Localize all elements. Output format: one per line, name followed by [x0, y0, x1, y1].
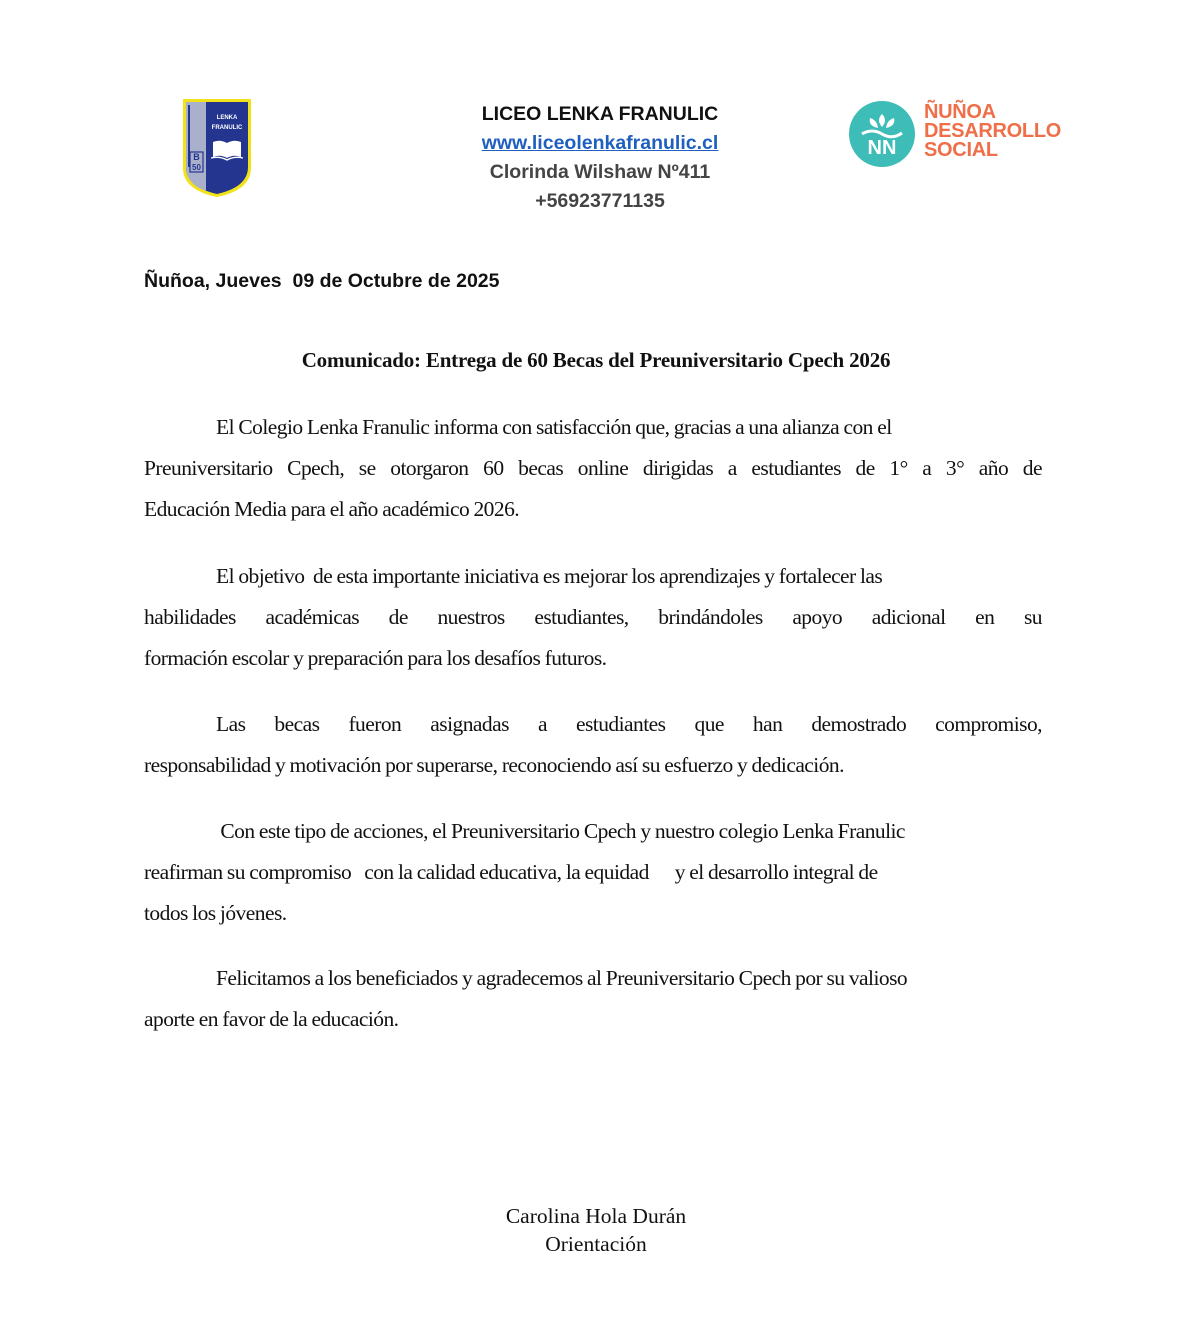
partner-logo-text [924, 103, 1061, 160]
partner-logo-line2: DESARROLLO [924, 120, 1062, 142]
school-website-link[interactable]: www.liceolenkafranulic.cl [481, 132, 719, 154]
crest-name-line1: LENKA [216, 115, 238, 121]
crest-badge-number: 50 [192, 163, 201, 172]
document-date: Ñuñoa, Jueves 09 de Octubre de 2025 [144, 270, 500, 292]
document-title: Comunicado: Entrega de 60 Becas del Preuniversitario Cpech 2026 [301, 348, 891, 372]
partner-logo-line3: SOCIAL [924, 139, 998, 161]
paragraph-line: Con este tipo de acciones, el Preuniversitario Cpech y nuestro colegio Lenka Franulic [216, 819, 905, 843]
signatory-role: Orientación [545, 1232, 647, 1256]
crest-badge-letter: B [193, 152, 200, 162]
letterhead-info [440, 100, 760, 216]
paragraph-line: Las becas fueron asignadas a estudiantes que han demostrado compromiso, [216, 712, 1042, 736]
paragraph-4 [144, 811, 1042, 934]
paragraph-line: aporte en favor de la educación. [144, 1007, 399, 1031]
paragraph-line: Educación Media para el año académico 2026. [144, 497, 520, 521]
paragraph-line: habilidades académicas de nuestros estudiantes, brindándoles apoyo adicional en su [144, 605, 1042, 629]
school-name: LICEO LENKA FRANULIC [481, 103, 719, 125]
paragraph-line: todos los jóvenes. [144, 901, 287, 925]
nunoa-desarrollo-social-logo-icon [848, 100, 916, 168]
paragraph-2 [144, 556, 1042, 679]
paragraph-line: Preuniversitario Cpech, se otorgaron 60 becas online dirigidas a estudiantes de 1° a 3° año de [144, 456, 1042, 480]
paragraph-5 [144, 958, 1042, 1040]
paragraph-line: Felicitamos a los beneficiados y agradecemos al Preuniversitario Cpech por su valioso [216, 966, 908, 990]
paragraph-line: responsabilidad y motivación por superarse, reconociendo así su esfuerzo y dedicación. [144, 753, 844, 777]
crest-name-line2: FRANULIC [211, 125, 243, 131]
school-phone: +56923771135 [535, 190, 665, 212]
paragraph-line: El Colegio Lenka Franulic informa con satisfacción que, gracias a una alianza con el [216, 415, 892, 439]
open-book-icon [211, 141, 243, 160]
paragraph-line: formación escolar y preparación para los desafíos futuros. [144, 646, 607, 670]
paragraph-3 [144, 704, 1042, 786]
paragraph-line: reafirman su compromiso con la calidad educativa, la equidad y el desarrollo integral de [144, 860, 878, 884]
signature-block [0, 1202, 1192, 1258]
partner-logo-line1: ÑUÑOA [924, 101, 996, 123]
paragraph-line: El objetivo de esta importante iniciativa es mejorar los aprendizajes y fortalecer las [216, 564, 883, 588]
school-crest-logo [180, 96, 254, 200]
school-address: Clorinda Wilshaw Nº411 [489, 161, 711, 183]
signatory-name: Carolina Hola Durán [505, 1204, 687, 1228]
paragraph-1 [144, 407, 1042, 530]
partner-monogram: NN [867, 137, 897, 159]
